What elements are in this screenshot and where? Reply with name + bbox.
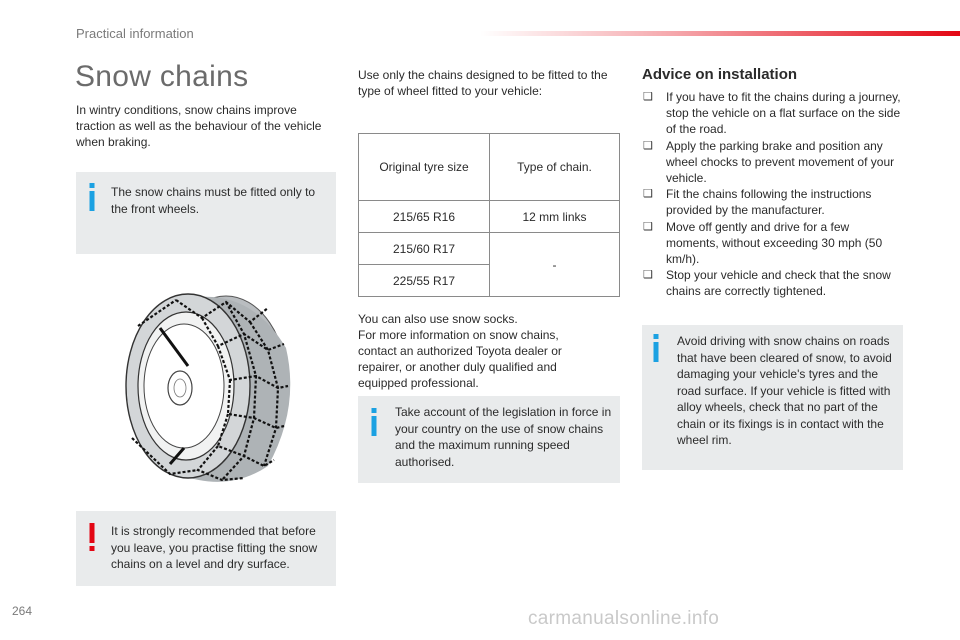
info-icon (368, 408, 380, 436)
advice-item-text: Move off gently and drive for a few moments, without exceeding 30 mph (50 km/h). (666, 219, 883, 267)
table-header-row (359, 134, 620, 201)
more-information-paragraph: For more information on snow chains, contact an authorized Toyota dealer or repairer, or another duly qualified and equipped professional. (358, 328, 562, 390)
advice-item-text: Fit the chains following the instructions provided by the manufacturer. (666, 187, 872, 218)
advice-item-text: Apply the parking brake and position any wheel chocks to prevent movement of your vehicle. (666, 138, 895, 186)
checkbox-bullet-icon: ❑ (643, 220, 653, 233)
list-item (642, 138, 904, 187)
table-header-chain-type: Type of chain. (490, 134, 620, 201)
info-icon (86, 183, 98, 211)
list-item (642, 219, 904, 268)
warning-practise-text: It is strongly recommended that before you leave, you practise fitting the snow chains on a level and dry surface. (111, 524, 318, 571)
snow-socks-line: You can also use snow socks. (358, 312, 518, 326)
list-item (642, 267, 904, 299)
page-number: 264 (12, 604, 33, 618)
checkbox-bullet-icon: ❑ (643, 139, 653, 152)
advice-item-text: Stop your vehicle and check that the snow chains are correctly tightened. (666, 268, 891, 299)
table-cell-tyre-size: 215/65 R16 (359, 201, 490, 233)
watermark: carmanualsonline.info (528, 608, 720, 629)
advice-heading: Advice on installation (642, 66, 798, 83)
table-row (359, 233, 620, 265)
intro-paragraph: In wintry conditions, snow chains improve traction as well as the behaviour of the vehicle when braking. (76, 103, 322, 149)
snow-chain-tyre-illustration (118, 288, 298, 486)
info-front-wheels-text: The snow chains must be fitted only to the front wheels. (111, 185, 316, 216)
info-cleared-roads-text: Avoid driving with snow chains on roads that have been cleared of snow, to avoid damaging your vehicle's tyres and the road surface. If your vehicle is fitted with alloy wheels, check that no part of the chain or its fixings is in contact with the wheel rim. (677, 334, 892, 447)
info-box-front-wheels (76, 172, 336, 254)
list-item (642, 186, 904, 218)
tyre-chain-table (358, 133, 620, 297)
checkbox-bullet-icon: ❑ (643, 91, 653, 103)
checkbox-bullet-icon: ❑ (643, 269, 653, 282)
chains-intro-paragraph: Use only the chains designed to be fitted to the type of wheel fitted to your vehicle: (358, 68, 608, 98)
table-cell-tyre-size: 215/60 R17 (359, 233, 490, 265)
table-header-tyre-size: Original tyre size (359, 134, 490, 201)
info-legislation-text: Take account of the legislation in force in your country on the use of snow chains and the maximum running speed authorised. (395, 405, 612, 469)
checkbox-bullet-icon: ❑ (643, 188, 653, 201)
table-row (359, 201, 620, 233)
warning-icon (86, 523, 98, 551)
warning-box-practise (76, 511, 336, 586)
header-accent-bar (480, 31, 960, 36)
section-header: Practical information (76, 26, 194, 41)
table-cell-tyre-size: 225/55 R17 (359, 265, 490, 297)
info-box-cleared-roads (642, 325, 903, 470)
advice-list (642, 89, 904, 300)
info-box-legislation (358, 396, 620, 483)
table-cell-chain-type: 12 mm links (490, 201, 620, 233)
page-title: Snow chains (75, 60, 249, 93)
info-icon (650, 334, 662, 362)
advice-item-text: If you have to fit the chains during a journey, stop the vehicle on a flat surface on the side of the road. (666, 90, 901, 137)
list-item (642, 89, 904, 138)
table-cell-chain-type: - (490, 233, 620, 297)
